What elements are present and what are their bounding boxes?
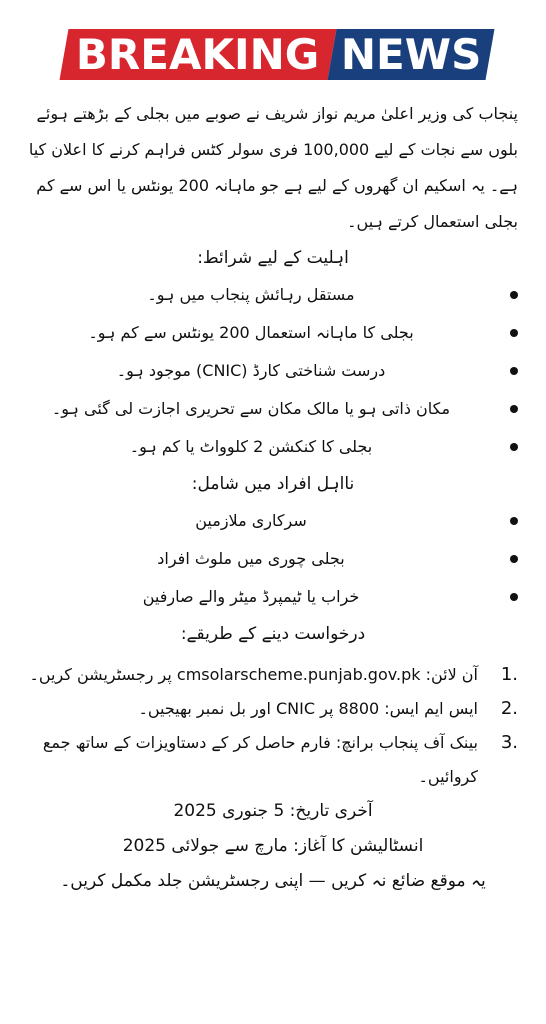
eligibility-item-text: درست شناختی کارڈ (CNIC) موجود ہو۔ (116, 361, 386, 380)
closing-note: یہ موقع ضائع نہ کریں — اپنی رجسٹریشن جلد مکمل کریں۔ (60, 871, 486, 891)
bullet-icon (510, 405, 518, 413)
list-item (28, 540, 518, 578)
bullet-icon (510, 367, 518, 375)
eligibility-item-text: بجلی کا کنکشن 2 کلوواٹ یا کم ہو۔ (129, 437, 373, 456)
ineligible-list (28, 502, 518, 616)
ineligible-item-text: بجلی چوری میں ملوث افراد (157, 549, 345, 568)
bullet-icon (510, 555, 518, 563)
last-date: آخری تاریخ: 5 جنوری 2025 (173, 801, 373, 821)
banner-news-block (328, 29, 495, 80)
bullet-icon (510, 443, 518, 451)
article-body (28, 96, 518, 899)
list-item (28, 658, 518, 692)
method-text: آن لائن: cmsolarscheme.punjab.gov.pk پر رجسٹریشن کریں۔ (29, 665, 478, 684)
method-text: بینک آف پنجاب برانچ: فارم حاصل کر کے دستاویزات کے ساتھ جمع کروائیں۔ (42, 733, 478, 786)
eligibility-list (28, 276, 518, 466)
method-number: 1. (500, 664, 518, 685)
list-item (28, 502, 518, 540)
eligibility-heading: اہلیت کے لیے شرائط: (197, 248, 349, 268)
list-item (28, 692, 518, 726)
method-text: ایس ایم ایس: 8800 پر CNIC اور بل نمبر بھیجیں۔ (138, 699, 478, 718)
intro-paragraph: پنجاب کی وزیر اعلیٰ مریم نواز شریف نے صوبے میں بجلی کے بڑھتے ہوئے بلوں سے نجات کے لیے 100,000 فری سولر کٹس فراہم کرنے کا اعلان کیا ہے۔ یہ اسکیم ان گھروں کے لیے ہے جو ماہانہ 200 یونٹس یا اس سے کم بجلی استعمال کرتے ہیں۔ (28, 104, 518, 231)
eligibility-item-text: بجلی کا ماہانہ استعمال 200 یونٹس سے کم ہو۔ (88, 323, 414, 342)
eligibility-item-text: مستقل رہائش پنجاب میں ہو۔ (147, 285, 355, 304)
ineligible-item-text: خراب یا ٹیمپرڈ میٹر والے صارفین (142, 587, 360, 606)
list-item (28, 428, 518, 466)
ineligible-item-text: سرکاری ملازمین (195, 511, 307, 530)
banner-news-text: NEWS (340, 29, 482, 79)
banner-breaking-text: BREAKING (76, 29, 320, 79)
list-item (28, 352, 518, 390)
banner-breaking-block (60, 29, 337, 80)
list-item (28, 578, 518, 616)
list-item (28, 314, 518, 352)
bullet-icon (510, 517, 518, 525)
installation-start: انسٹالیشن کا آغاز: مارچ سے جولائی 2025 (122, 836, 424, 856)
method-number: 3. (500, 732, 518, 753)
list-item (28, 726, 518, 794)
eligibility-item-text: مکان ذاتی ہو یا مالک مکان سے تحریری اجازت لی گئی ہو۔ (51, 399, 451, 418)
list-item (28, 276, 518, 314)
list-item (28, 390, 518, 428)
bullet-icon (510, 593, 518, 601)
bullet-icon (510, 329, 518, 337)
breaking-news-banner (64, 29, 490, 80)
apply-heading: درخواست دینے کے طریقے: (180, 624, 366, 644)
bullet-icon (510, 291, 518, 299)
apply-methods-list (28, 658, 518, 794)
method-number: 2. (500, 698, 518, 719)
ineligible-heading: نااہل افراد میں شامل: (191, 474, 355, 494)
